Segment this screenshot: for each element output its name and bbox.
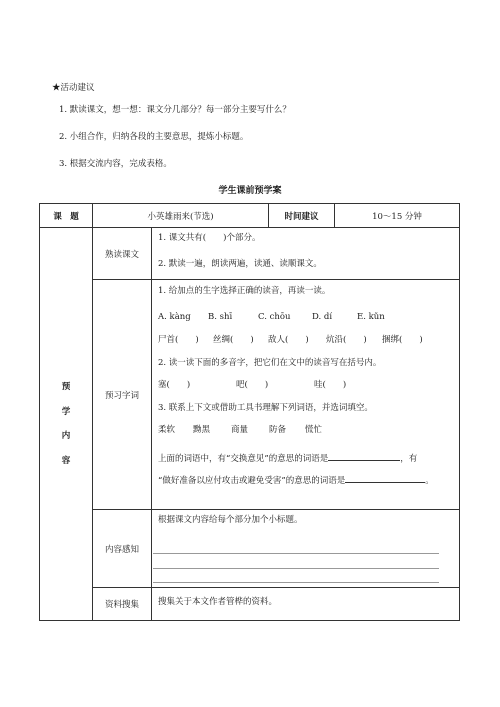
time-value: 10～15 分钟 [335, 204, 460, 228]
fill-1-text: 上面的词语中，有“交换意见”的意思的词语是 [158, 453, 329, 464]
vocab-word: 防备 [269, 424, 287, 435]
q2-word: 塞( ) [158, 380, 191, 390]
vocab-word: 商量 [231, 424, 249, 435]
sense-prompt: 根据课文内容给每个部分加个小标题。 [158, 515, 303, 525]
words-question-3: 3. 联系上下文或借助工具书理解下列词语，并选词填空。 [158, 403, 373, 413]
fill-1-tail: ，有 [400, 453, 418, 464]
q1-word: 捆绑( ) [382, 334, 423, 345]
topic-value: 小英雄雨来(节选) [93, 204, 269, 228]
vocab-word: 黝黑 [193, 424, 211, 435]
preview-form-table [39, 203, 460, 621]
q1-word: 炕沿( ) [326, 334, 367, 345]
section-label-char: 预 [61, 382, 71, 392]
sense-label: 内容感知 [93, 510, 152, 588]
fill-sentence-2 [158, 473, 453, 486]
pinyin-option: E. kǔn [357, 311, 385, 322]
section-label-char: 内 [61, 431, 71, 441]
section-label-cell [40, 228, 93, 621]
form-title: 学生课前预学案 [218, 186, 282, 196]
answer-line[interactable] [153, 568, 439, 569]
pinyin-option: A. kàng [158, 311, 191, 322]
materials-content [152, 588, 460, 621]
answer-line[interactable] [153, 582, 439, 583]
reading-line-2: 2. 默读一遍，朗读两遍，读通、读顺课文。 [158, 258, 322, 269]
reading-label: 熟读课文 [93, 228, 152, 280]
activity-heading: ★活动建议 [52, 83, 95, 93]
words-label: 预习字词 [93, 280, 152, 510]
vocab-word: 柔软 [158, 424, 176, 435]
answer-line[interactable] [153, 553, 439, 554]
vocab-list [158, 426, 453, 436]
reading-line-1: 1. 课文共有( )个部分。 [158, 233, 261, 243]
q2-word: 吧( ) [236, 380, 269, 390]
pinyin-option: C. chōu [258, 311, 291, 322]
fill-2-tail: 。 [425, 476, 434, 486]
q2-words [158, 381, 453, 391]
pinyin-option: B. shī [208, 311, 233, 322]
time-label: 时间建议 [269, 204, 335, 228]
fill-2-text: “做好准备以应付攻击或避免受害”的意思的词语是 [158, 476, 346, 486]
pinyin-options [158, 313, 453, 323]
section-label-char: 容 [61, 455, 71, 466]
q1-word: 尸首( ) [158, 334, 199, 345]
q2-word: 哇( ) [314, 380, 347, 390]
sense-content [152, 510, 460, 588]
activity-item-2: 2. 小组合作，归纳各段的主要意思，提炼小标题。 [59, 132, 249, 142]
materials-prompt: 搜集关于本文作者管桦的资料。 [158, 597, 278, 607]
q1-words [158, 336, 453, 346]
q1-word: 丝绸( ) [213, 334, 254, 345]
fill-1-blank[interactable] [328, 451, 400, 461]
vocab-word: 慌忙 [305, 424, 323, 435]
pinyin-option: D. dí [312, 311, 333, 322]
words-question-2: 2. 读一读下面的多音字，把它们在文中的读音写在括号内。 [158, 357, 382, 368]
activity-item-3: 3. 根据交流内容，完成表格。 [59, 159, 172, 169]
fill-sentence-1 [158, 451, 453, 464]
q1-word: 敌人( ) [268, 334, 309, 345]
section-label-char: 学 [61, 406, 71, 417]
fill-2-blank[interactable] [345, 473, 425, 483]
words-content [152, 280, 460, 510]
materials-label: 资料搜集 [93, 588, 152, 621]
reading-content [152, 228, 460, 280]
activity-item-1: 1. 默读课文，想一想：课文分几部分？每一部分主要写什么？ [59, 105, 291, 115]
words-question-1: 1. 给加点的生字选择正确的读音，再读一读。 [158, 286, 331, 296]
topic-label: 课 题 [40, 204, 93, 228]
